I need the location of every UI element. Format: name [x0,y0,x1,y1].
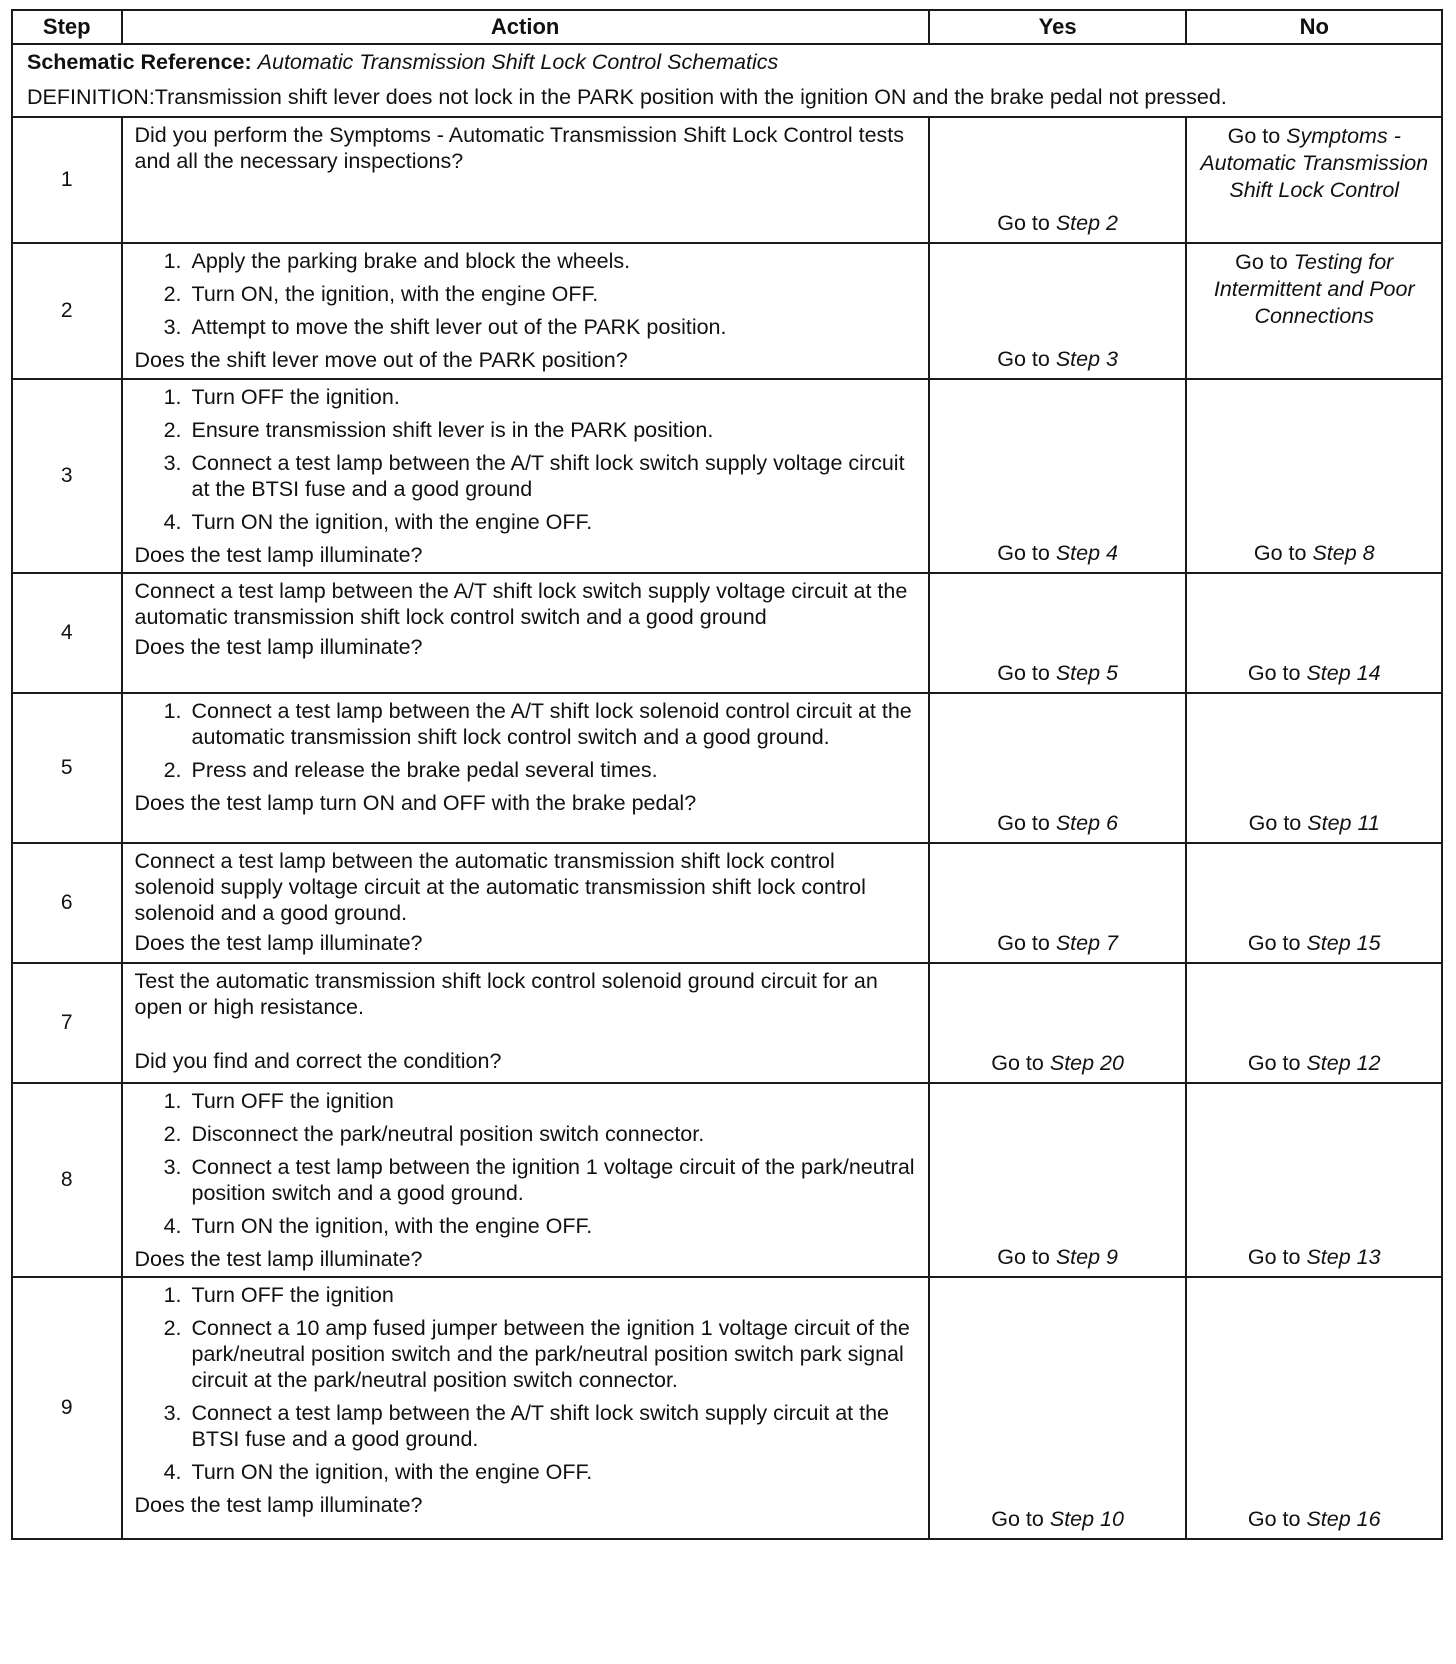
step-row [12,243,1442,379]
yes-go-to-prefix: Go to [997,347,1050,371]
action-step-item: 2. Connect a 10 amp fused jumper between the ignition 1 voltage circuit of the park/neutral position switch and the park/neutral position switch park signal circuit at the park/neutral position switch connector. [188,1315,920,1393]
step-number: 4 [12,573,122,693]
yes-cell [929,693,1187,843]
step-number: 8 [12,1083,122,1277]
yes-go-to-prefix: Go to [997,661,1050,685]
action-cell [122,379,929,573]
step-number: 2 [12,243,122,379]
action-steps-list [135,1282,920,1485]
no-target-link[interactable]: Testing for Intermittent and Poor Connections [1213,250,1415,328]
header-row [12,10,1442,44]
yes-target-link[interactable]: Step 2 [1055,211,1119,235]
yes-target-link[interactable]: Step 4 [1055,541,1119,565]
no-go-to-prefix: Go to [1247,1051,1301,1075]
action-step-item: 3. Connect a test lamp between the A/T shift lock switch supply circuit at the BTSI fuse and a good ground. [188,1400,920,1452]
schematic-reference-label: Schematic Reference: [27,50,252,74]
step-number: 5 [12,693,122,843]
action-step-item: 2. Turn ON, the ignition, with the engine OFF. [188,281,920,307]
no-go-to-prefix: Go to [1247,661,1301,685]
action-question: Does the test lamp illuminate? [134,635,423,659]
action-steps-list [135,384,920,535]
step-row [12,843,1442,963]
no-go-to-prefix: Go to [1227,124,1281,148]
header-yes: Yes [929,10,1187,44]
action-step-item: 2. Ensure transmission shift lever is in the PARK position. [188,417,920,443]
action-text: Connect a test lamp between the A/T shift lock switch supply voltage circuit at the automatic transmission shift lock control switch and a good ground [134,579,908,629]
step-row [12,963,1442,1083]
step-row [12,693,1442,843]
action-steps-list [135,698,920,783]
no-cell [1186,843,1442,963]
action-steps-list [135,248,920,340]
action-question: Does the test lamp turn ON and OFF with the brake pedal? [134,791,697,815]
action-cell [122,843,929,963]
schematic-reference [27,49,1433,75]
step-row [12,117,1442,243]
yes-go-to-prefix: Go to [991,1051,1044,1075]
yes-cell [929,1277,1187,1539]
action-cell [122,243,929,379]
no-go-to-prefix: Go to [1247,931,1301,955]
action-step-item: 3. Connect a test lamp between the ignition 1 voltage circuit of the park/neutral position switch and a good ground. [188,1154,920,1206]
action-step-item: 3. Connect a test lamp between the A/T shift lock switch supply voltage circuit at the BTSI fuse and a good ground [188,450,920,502]
spacer [135,1020,920,1044]
yes-go-to-prefix: Go to [991,1507,1044,1531]
action-step-item: 2. Press and release the brake pedal several times. [188,757,920,783]
action-step-item: 2. Disconnect the park/neutral position switch connector. [188,1121,920,1147]
yes-go-to-prefix: Go to [997,211,1050,235]
action-cell [122,693,929,843]
yes-target-link[interactable]: Step 3 [1055,347,1119,371]
step-row [12,1083,1442,1277]
no-target-link[interactable]: Symptoms - Automatic Transmission Shift Lock Control [1200,124,1429,202]
action-cell [122,1083,929,1277]
action-question: Does the test lamp illuminate? [134,931,423,955]
yes-go-to-prefix: Go to [997,811,1050,835]
yes-cell [929,573,1187,693]
yes-target-link[interactable]: Step 10 [1049,1507,1124,1531]
header-action: Action [122,10,929,44]
action-cell [122,1277,929,1539]
action-steps-list [135,1088,920,1239]
action-step-item: 3. Attempt to move the shift lever out of the PARK position. [188,314,920,340]
yes-go-to-prefix: Go to [997,541,1050,565]
no-go-to-prefix: Go to [1253,541,1307,565]
yes-target-link[interactable]: Step 7 [1055,931,1119,955]
no-target-link[interactable]: Step 13 [1306,1245,1381,1269]
action-question: Does the shift lever move out of the PARK position? [134,348,628,372]
action-text: Test the automatic transmission shift lock control solenoid ground circuit for an open or high resistance. [134,969,878,1019]
no-target-link[interactable]: Step 12 [1306,1051,1381,1075]
yes-target-link[interactable]: Step 5 [1055,661,1119,685]
yes-cell [929,379,1187,573]
step-number: 9 [12,1277,122,1539]
yes-target-link[interactable]: Step 6 [1055,811,1119,835]
no-target-link[interactable]: Step 11 [1307,811,1380,835]
action-step-item: 4. Turn ON the ignition, with the engine OFF. [188,1459,920,1485]
schematic-reference-cell [12,44,1442,117]
no-cell [1186,693,1442,843]
step-number: 6 [12,843,122,963]
yes-go-to-prefix: Go to [997,1245,1050,1269]
no-target-link[interactable]: Step 14 [1306,661,1381,685]
no-go-to-prefix: Go to [1247,1245,1301,1269]
action-step-item: 4. Turn ON the ignition, with the engine OFF. [188,1213,920,1239]
no-cell [1186,379,1442,573]
no-target-link[interactable]: Step 8 [1312,541,1375,565]
no-target-link[interactable]: Step 15 [1306,931,1381,955]
schematic-reference-row [12,44,1442,117]
yes-target-link[interactable]: Step 9 [1055,1245,1119,1269]
no-cell [1186,573,1442,693]
action-step-item: 1. Apply the parking brake and block the wheels. [188,248,920,274]
header-step: Step [12,10,122,44]
action-step-item: 1. Turn OFF the ignition. [188,384,920,410]
schematic-reference-link[interactable]: Automatic Transmission Shift Lock Control Schematics [257,50,779,74]
definition-text: DEFINITION:Transmission shift lever does not lock in the PARK position with the ignition ON and the brake pedal not pressed. [27,85,1227,109]
step-row [12,1277,1442,1539]
step-row [12,573,1442,693]
action-step-item: 1. Connect a test lamp between the A/T shift lock solenoid control circuit at the automatic transmission shift lock control switch and a good ground. [188,698,920,750]
step-number: 1 [12,117,122,243]
no-cell [1186,963,1442,1083]
no-target-link[interactable]: Step 16 [1306,1507,1381,1531]
yes-cell [929,963,1187,1083]
step-row [12,379,1442,573]
step-number: 3 [12,379,122,573]
yes-cell [929,843,1187,963]
action-question: Does the test lamp illuminate? [134,1247,423,1271]
yes-cell [929,1083,1187,1277]
action-cell [122,117,929,243]
diagnostic-table [11,9,1443,1540]
action-step-item: 1. Turn OFF the ignition [188,1088,920,1114]
yes-target-link[interactable]: Step 20 [1049,1051,1124,1075]
no-go-to-prefix: Go to [1247,1507,1301,1531]
no-cell [1186,243,1442,379]
yes-cell [929,117,1187,243]
step-number: 7 [12,963,122,1083]
yes-cell [929,243,1187,379]
no-cell [1186,117,1442,243]
no-cell [1186,1083,1442,1277]
action-text: Connect a test lamp between the automatic transmission shift lock control solenoid supply voltage circuit at the automatic transmission shift lock control solenoid and a good ground. [134,849,866,925]
action-question: Did you find and correct the condition? [134,1049,502,1073]
yes-go-to-prefix: Go to [997,931,1050,955]
action-cell [122,573,929,693]
action-cell [122,963,929,1083]
no-cell [1186,1277,1442,1539]
no-go-to-prefix: Go to [1235,250,1288,274]
action-step-item: 4. Turn ON the ignition, with the engine OFF. [188,509,920,535]
action-step-item: 1. Turn OFF the ignition [188,1282,920,1308]
diagnostic-document [11,9,1443,1540]
action-text: Did you perform the Symptoms - Automatic Transmission Shift Lock Control tests and all the necessary inspections? [134,123,905,173]
header-no: No [1186,10,1442,44]
no-go-to-prefix: Go to [1248,811,1302,835]
action-question: Does the test lamp illuminate? [134,543,423,567]
action-question: Does the test lamp illuminate? [134,1493,423,1517]
